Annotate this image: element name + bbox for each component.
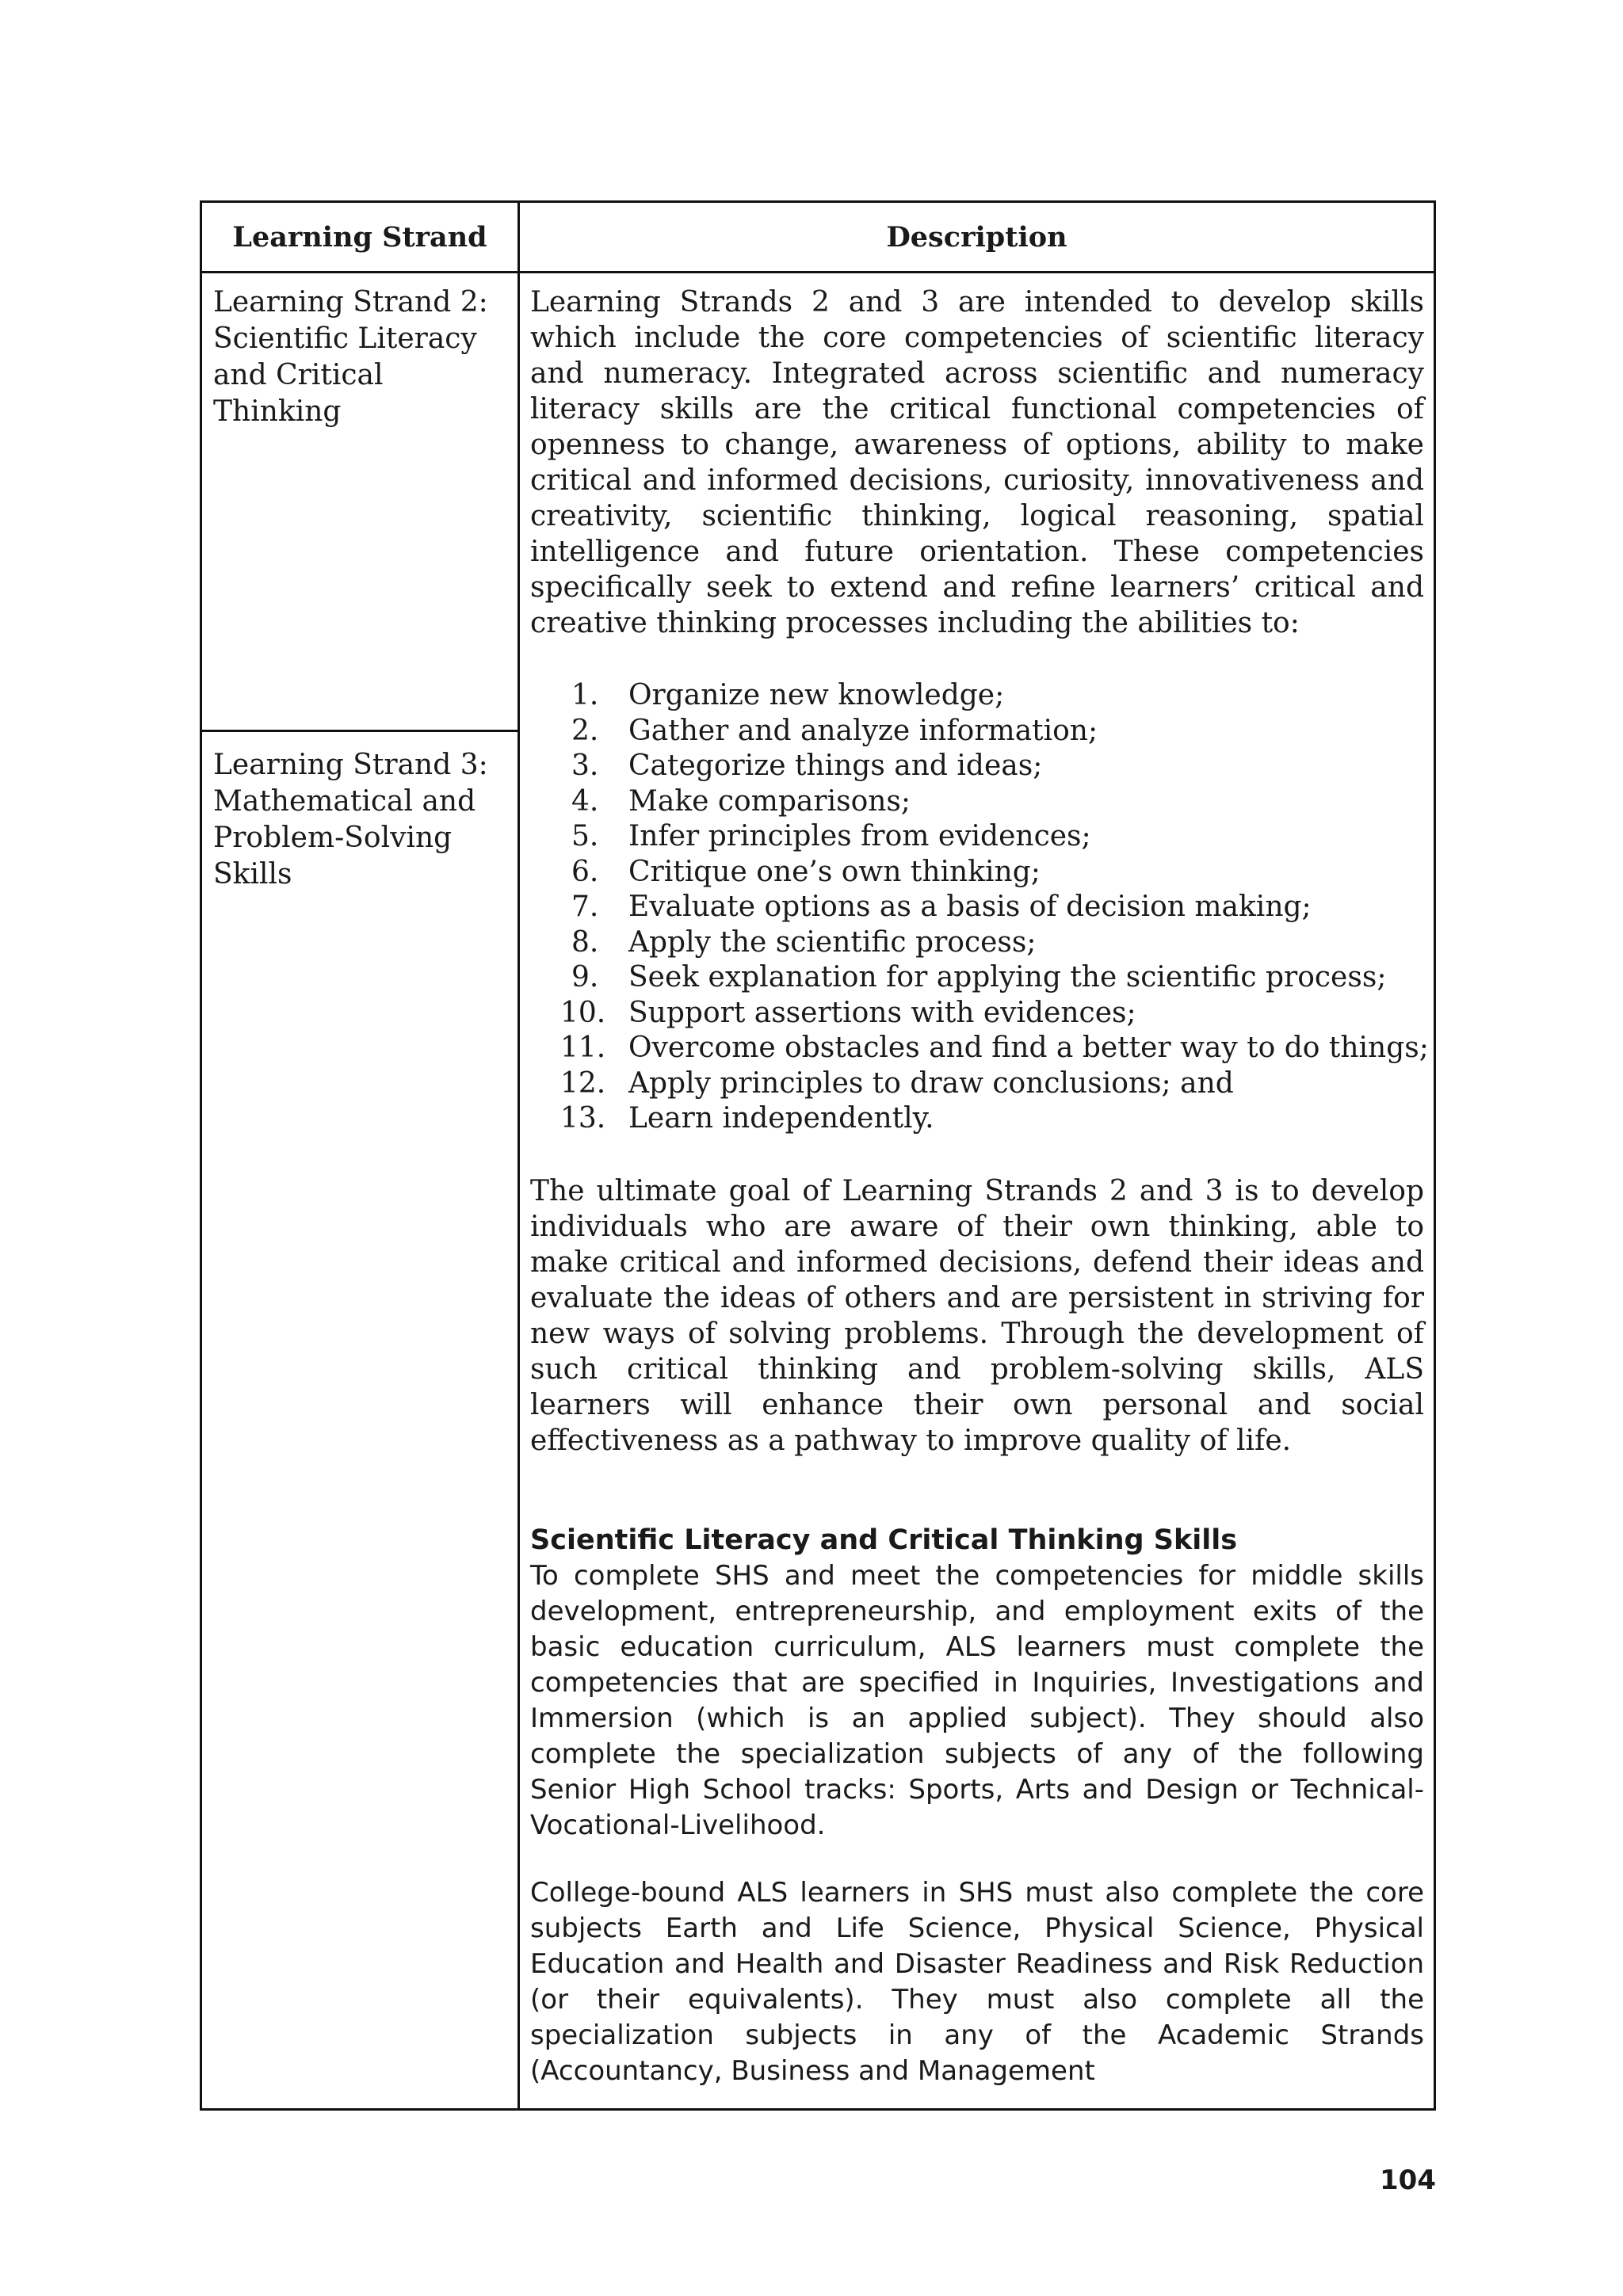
list-item: 10. Support assertions with evidences; — [560, 996, 1136, 1029]
list-item: 7. Evaluate options as a basis of decision making; — [571, 891, 1312, 923]
strand-2-line: Scientific Literacy — [213, 322, 477, 355]
section-title: Scientific Literacy and Critical Thinking Skills — [530, 1524, 1238, 1556]
intro-paragraph: Learning Strands 2 and 3 are intended to develop skills which include the core competencies of scientific literacy and numeracy. Integrated across scientific and numeracy literacy skills are the critical functional competencies of openness to change, awareness of options, ability to make critical and informed decisions, curiosity, innovativeness and creativity, scientific thinking, logical reasoning, spatial intelligence and future orientation. These competencies specifically seek to extend and refine learners’ critical and creative thinking processes including the abilities to: — [530, 286, 1424, 639]
section-block — [530, 1522, 1424, 2089]
list-item: 9. Seek explanation for applying the scientific process; — [571, 961, 1387, 994]
strand-2-line: Thinking — [213, 395, 342, 428]
list-item: 11. Overcome obstacles and find a better way to do things; — [560, 1032, 1429, 1064]
list-item: 3. Categorize things and ideas; — [571, 749, 1043, 782]
strand-2-line: Learning Strand 2: — [213, 286, 488, 318]
page-number: 104 — [1380, 2164, 1436, 2196]
strand-2-line: and Critical — [213, 359, 384, 391]
list-item: 4. Make comparisons; — [571, 784, 911, 818]
strand-3-line: Learning Strand 3: — [213, 749, 488, 781]
list-item: 1. Organize new knowledge; — [571, 679, 1005, 711]
curriculum-table — [200, 200, 1436, 2111]
strand-divider — [202, 730, 517, 732]
header-description: Description — [886, 220, 1067, 254]
header-divider — [202, 271, 1434, 273]
goal-paragraph: The ultimate goal of Learning Strands 2 and 3 is to develop individuals who are aware of their own thinking, able to make critical and informed decisions, defend their ideas and evaluate the ideas of others and are persistent in striving for new ways of solving problems. Through the development of such critical thinking and problem-solving skills, ALS learners will enhance their own personal and social effectiveness as a pathway to improve quality of life. — [530, 1175, 1424, 1457]
header-learning-strand: Learning Strand — [232, 220, 487, 254]
strand-3-line: Problem-Solving — [213, 822, 453, 854]
section-paragraph-2: College-bound ALS learners in SHS must also complete the core subjects Earth and Life Science, Physical Science, Physical Education and Health and Disaster Readiness and Risk Reduction (or their equivalents). They must also complete all the specialization subjects in any of the Academic Strands (Accountancy, Business and Management — [530, 1877, 1424, 2087]
list-item: 13. Learn independently. — [560, 1102, 934, 1135]
list-item: 12. Apply principles to draw conclusions; and — [560, 1066, 1234, 1100]
section-paragraph-1: To complete SHS and meet the competencies for middle skills development, entrepreneurship, and employment exits of the basic education curriculum, ALS learners must complete the competencies that are specified in Inquiries, Investigations and Immersion (which is an applied subject). They should also complete the specialization subjects of any of the following Senior High School tracks: Sports, Arts and Design or Technical-Vocational-Livelihood. — [530, 1560, 1424, 1841]
column-divider — [517, 203, 520, 2108]
abilities-list — [530, 678, 1429, 1137]
list-item: 5. Infer principles from evidences; — [571, 820, 1091, 852]
strand-3-line: Skills — [213, 858, 292, 891]
list-item: 6. Critique one’s own thinking; — [571, 855, 1041, 888]
strand-3-cell — [213, 747, 506, 893]
list-item: 8. Apply the scientific process; — [571, 925, 1037, 959]
strand-2-cell — [213, 284, 506, 430]
strand-3-line: Mathematical and — [213, 785, 476, 818]
list-item: 2. Gather and analyze information; — [571, 714, 1098, 747]
